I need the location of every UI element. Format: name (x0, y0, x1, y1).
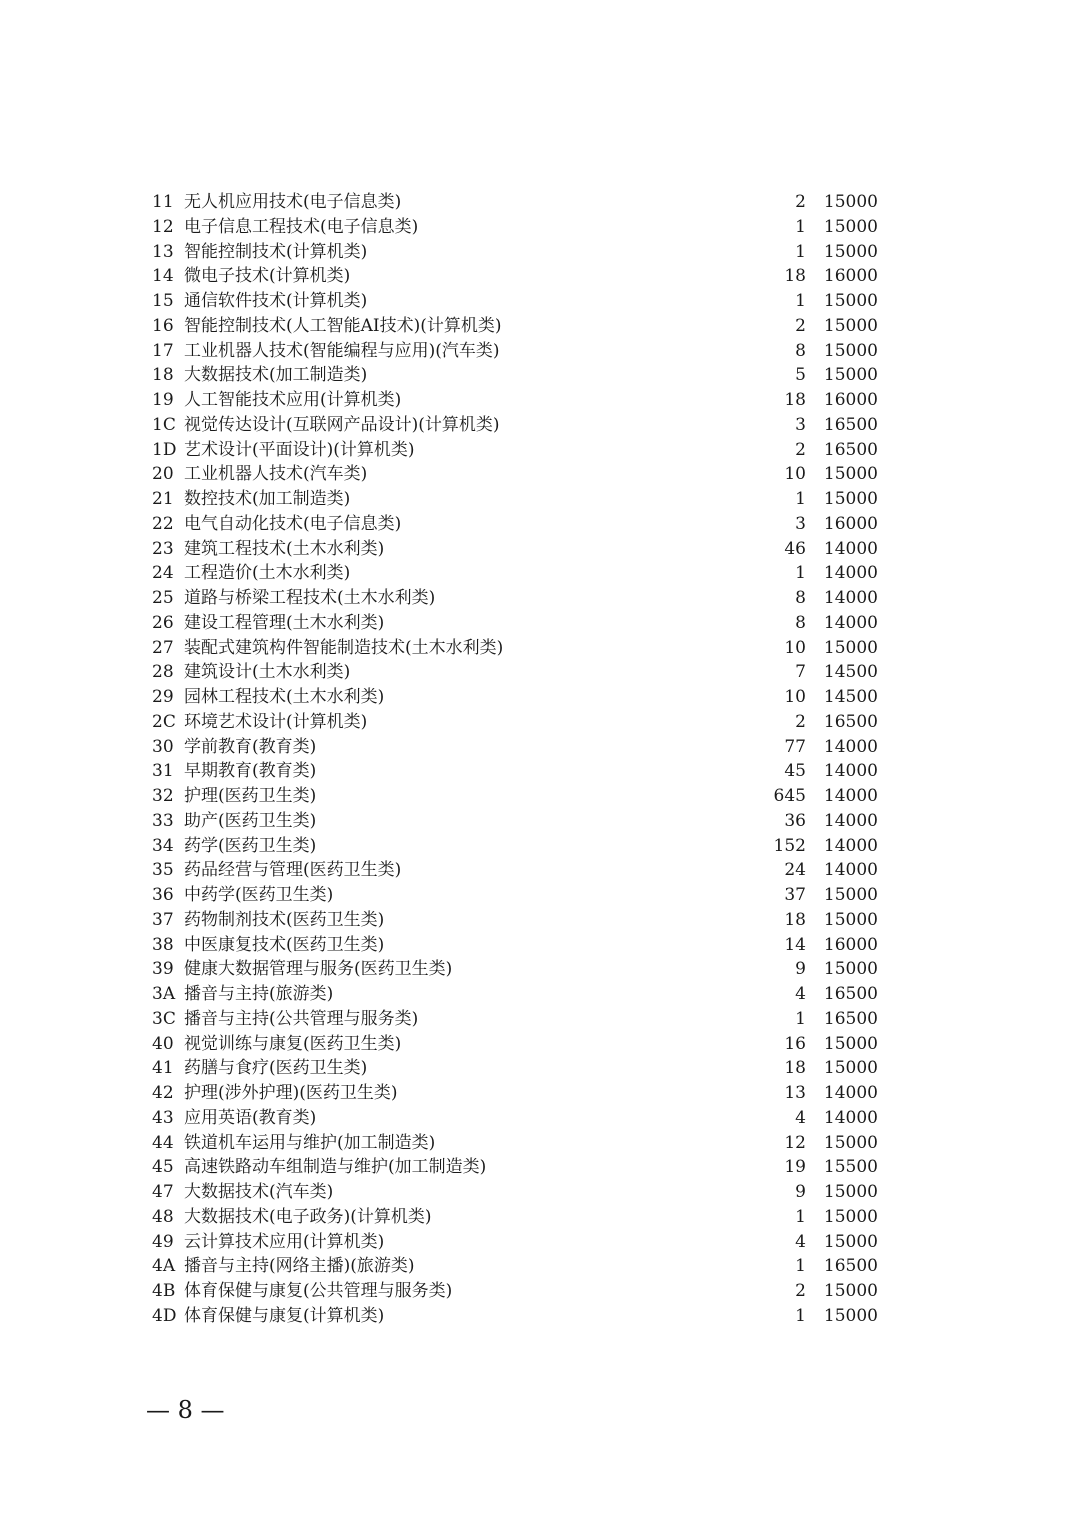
table-row (152, 759, 882, 784)
row-fee: 16500 (823, 1256, 878, 1277)
row-code: 40 (152, 1033, 174, 1054)
row-count: 152 (773, 835, 806, 856)
row-code: 4D (152, 1305, 177, 1326)
row-fee: 16000 (823, 513, 878, 534)
row-count: 19 (784, 1157, 806, 1178)
row-fee: 15000 (823, 637, 878, 658)
row-count: 2 (795, 1281, 806, 1301)
table-row (152, 1254, 882, 1279)
row-program-name: 建筑设计(土木水利类) (184, 662, 351, 683)
row-program-name: 学前教育(教育类) (184, 736, 317, 757)
table-row (152, 1279, 882, 1304)
row-fee: 15000 (823, 216, 878, 237)
table-row (152, 685, 882, 710)
row-fee: 15000 (823, 1231, 878, 1252)
row-code: 1D (152, 439, 177, 460)
row-fee: 16500 (823, 1008, 878, 1029)
table-row (152, 1007, 882, 1032)
row-program-name: 铁道机车运用与维护(加工制造类) (184, 1132, 436, 1153)
row-fee: 14500 (823, 662, 878, 683)
row-program-name: 早期教育(教育类) (184, 761, 317, 782)
row-count: 5 (795, 365, 806, 386)
table-row (152, 462, 882, 487)
row-code: 14 (152, 266, 174, 287)
row-fee: 16500 (823, 414, 878, 435)
table-row (152, 586, 882, 611)
row-fee: 15000 (823, 315, 878, 336)
row-code: 29 (152, 687, 174, 707)
row-program-name: 园林工程技术(土木水利类) (184, 687, 385, 707)
row-fee: 14000 (823, 538, 878, 559)
row-code: 31 (152, 761, 174, 782)
table-row (152, 1081, 882, 1106)
table-row (152, 834, 882, 859)
table-row (152, 363, 882, 388)
row-code: 45 (152, 1157, 174, 1178)
row-fee: 14000 (823, 563, 878, 584)
row-program-name: 体育保健与康复(计算机类) (184, 1305, 385, 1326)
row-program-name: 应用英语(教育类) (184, 1107, 317, 1128)
row-fee: 15000 (823, 291, 878, 311)
row-fee: 16000 (823, 934, 878, 955)
row-count: 9 (795, 959, 806, 980)
row-code: 2C (152, 711, 176, 732)
row-count: 1 (795, 489, 806, 509)
table-row (152, 1180, 882, 1205)
table-row (152, 487, 882, 512)
table-row (152, 289, 882, 314)
row-fee: 16500 (823, 711, 878, 732)
row-count: 3 (795, 513, 806, 534)
row-code: 25 (152, 588, 174, 608)
row-count: 8 (795, 588, 806, 608)
table-row (152, 190, 882, 215)
row-count: 7 (795, 662, 806, 683)
row-program-name: 大数据技术(加工制造类) (184, 365, 368, 386)
table-row (152, 1230, 882, 1255)
row-program-name: 护理(医药卫生类) (184, 786, 317, 806)
table-row (152, 388, 882, 413)
row-code: 39 (152, 959, 174, 980)
row-fee: 14000 (823, 736, 878, 757)
row-count: 3 (795, 414, 806, 435)
row-code: 33 (152, 810, 174, 831)
row-count: 4 (795, 1107, 806, 1128)
row-fee: 14000 (823, 761, 878, 782)
row-count: 2 (795, 315, 806, 336)
row-program-name: 工业机器人技术(智能编程与应用)(汽车类) (184, 340, 500, 361)
table-row (152, 858, 882, 883)
row-fee: 15000 (823, 241, 878, 262)
row-code: 18 (152, 365, 174, 386)
row-program-name: 播音与主持(旅游类) (184, 984, 334, 1004)
table-row (152, 512, 882, 537)
row-program-name: 药膳与食疗(医药卫生类) (184, 1058, 368, 1079)
table-row (152, 883, 882, 908)
row-program-name: 环境艺术设计(计算机类) (184, 711, 368, 732)
table-row (152, 215, 882, 240)
row-count: 18 (784, 1058, 806, 1079)
row-code: 35 (152, 860, 174, 881)
table-row (152, 1056, 882, 1081)
row-fee: 15000 (823, 1033, 878, 1054)
row-fee: 16000 (823, 390, 878, 410)
table-row (152, 908, 882, 933)
table-row (152, 1155, 882, 1180)
row-fee: 15000 (823, 1058, 878, 1079)
row-code: 36 (152, 885, 174, 905)
row-code: 44 (152, 1132, 174, 1153)
row-program-name: 建筑工程技术(土木水利类) (184, 538, 385, 559)
row-code: 24 (152, 563, 174, 584)
row-fee: 15000 (823, 1182, 878, 1202)
row-program-name: 护理(涉外护理)(医药卫生类) (184, 1083, 398, 1103)
row-program-name: 通信软件技术(计算机类) (184, 291, 368, 311)
row-program-name: 中医康复技术(医药卫生类) (184, 934, 385, 955)
row-code: 28 (152, 662, 174, 683)
row-count: 2 (795, 192, 806, 212)
row-program-name: 智能控制技术(人工智能AI技术)(计算机类) (184, 315, 502, 336)
row-fee: 15000 (823, 464, 878, 485)
table-row (152, 1106, 882, 1131)
table-row (152, 957, 882, 982)
row-fee: 15000 (823, 340, 878, 361)
row-fee: 14000 (823, 1083, 878, 1103)
row-fee: 15000 (823, 192, 878, 212)
row-fee: 14000 (823, 860, 878, 881)
row-fee: 15000 (823, 365, 878, 386)
row-count: 10 (784, 464, 806, 485)
row-program-name: 电气自动化技术(电子信息类) (184, 513, 402, 534)
row-count: 12 (784, 1132, 806, 1153)
row-count: 36 (784, 810, 806, 831)
row-fee: 15000 (823, 1281, 878, 1301)
row-fee: 15500 (823, 1157, 878, 1178)
row-program-name: 电子信息工程技术(电子信息类) (184, 216, 419, 237)
row-count: 18 (784, 266, 806, 287)
row-count: 1 (795, 1206, 806, 1227)
row-code: 20 (152, 464, 174, 485)
row-program-name: 视觉训练与康复(医药卫生类) (184, 1033, 402, 1054)
row-code: 19 (152, 390, 174, 410)
table-row (152, 710, 882, 735)
row-code: 37 (152, 909, 174, 930)
table-row (152, 982, 882, 1007)
row-fee: 14000 (823, 835, 878, 856)
row-program-name: 药物制剂技术(医药卫生类) (184, 909, 385, 930)
row-program-name: 大数据技术(汽车类) (184, 1182, 334, 1202)
row-code: 38 (152, 934, 174, 955)
program-table (152, 190, 882, 1329)
row-count: 16 (784, 1033, 806, 1054)
row-program-name: 视觉传达设计(互联网产品设计)(计算机类) (184, 414, 500, 435)
row-count: 4 (795, 984, 806, 1004)
row-code: 43 (152, 1107, 174, 1128)
table-row (152, 784, 882, 809)
row-count: 37 (784, 885, 806, 905)
row-program-name: 工业机器人技术(汽车类) (184, 464, 368, 485)
row-program-name: 艺术设计(平面设计)(计算机类) (184, 439, 415, 460)
row-code: 41 (152, 1058, 174, 1079)
row-code: 17 (152, 340, 174, 361)
table-row (152, 1205, 882, 1230)
row-code: 13 (152, 241, 174, 262)
row-program-name: 药学(医药卫生类) (184, 835, 317, 856)
table-row (152, 611, 882, 636)
row-fee: 14000 (823, 810, 878, 831)
row-code: 42 (152, 1083, 174, 1103)
row-count: 8 (795, 612, 806, 633)
row-code: 26 (152, 612, 174, 633)
row-count: 14 (784, 934, 806, 955)
row-fee: 15000 (823, 885, 878, 905)
row-program-name: 工程造价(土木水利类) (184, 563, 351, 584)
row-code: 3A (152, 984, 176, 1004)
row-count: 1 (795, 1008, 806, 1029)
table-row (152, 339, 882, 364)
page-number: — 8 — (146, 1396, 225, 1424)
table-row (152, 1032, 882, 1057)
table-row (152, 735, 882, 760)
row-count: 1 (795, 1305, 806, 1326)
row-count: 45 (784, 761, 806, 782)
row-fee: 14500 (823, 687, 878, 707)
row-fee: 15000 (823, 959, 878, 980)
row-code: 47 (152, 1182, 174, 1202)
row-fee: 14000 (823, 612, 878, 633)
row-code: 16 (152, 315, 174, 336)
row-program-name: 微电子技术(计算机类) (184, 266, 351, 287)
row-count: 13 (784, 1083, 806, 1103)
row-fee: 16500 (823, 984, 878, 1004)
row-count: 1 (795, 241, 806, 262)
row-count: 77 (784, 736, 806, 757)
row-program-name: 播音与主持(网络主播)(旅游类) (184, 1256, 415, 1277)
row-count: 46 (784, 538, 806, 559)
table-row (152, 809, 882, 834)
table-row (152, 240, 882, 265)
table-row (152, 561, 882, 586)
row-program-name: 中药学(医药卫生类) (184, 885, 334, 905)
row-fee: 16000 (823, 266, 878, 287)
row-code: 4A (152, 1256, 176, 1277)
table-row (152, 314, 882, 339)
row-program-name: 人工智能技术应用(计算机类) (184, 390, 402, 410)
row-count: 1 (795, 563, 806, 584)
row-fee: 15000 (823, 1305, 878, 1326)
row-program-name: 高速铁路动车组制造与维护(加工制造类) (184, 1157, 487, 1178)
row-count: 8 (795, 340, 806, 361)
row-program-name: 数控技术(加工制造类) (184, 489, 351, 509)
row-code: 4B (152, 1281, 176, 1301)
row-program-name: 无人机应用技术(电子信息类) (184, 192, 402, 212)
table-row (152, 933, 882, 958)
row-count: 4 (795, 1231, 806, 1252)
row-fee: 15000 (823, 1206, 878, 1227)
row-code: 23 (152, 538, 174, 559)
row-code: 12 (152, 216, 174, 237)
row-count: 10 (784, 687, 806, 707)
row-fee: 14000 (823, 786, 878, 806)
table-row (152, 537, 882, 562)
row-fee: 15000 (823, 1132, 878, 1153)
row-program-name: 建设工程管理(土木水利类) (184, 612, 385, 633)
row-program-name: 道路与桥梁工程技术(土木水利类) (184, 588, 436, 608)
row-program-name: 大数据技术(电子政务)(计算机类) (184, 1206, 432, 1227)
row-code: 3C (152, 1008, 176, 1029)
row-program-name: 装配式建筑构件智能制造技术(土木水利类) (184, 637, 504, 658)
row-count: 2 (795, 439, 806, 460)
row-code: 27 (152, 637, 174, 658)
row-code: 22 (152, 513, 174, 534)
table-row (152, 1131, 882, 1156)
row-program-name: 药品经营与管理(医药卫生类) (184, 860, 402, 881)
row-program-name: 健康大数据管理与服务(医药卫生类) (184, 959, 453, 980)
table-row (152, 660, 882, 685)
row-program-name: 体育保健与康复(公共管理与服务类) (184, 1281, 453, 1301)
row-code: 34 (152, 835, 174, 856)
table-row (152, 264, 882, 289)
row-fee: 15000 (823, 489, 878, 509)
row-code: 1C (152, 414, 176, 435)
row-count: 18 (784, 909, 806, 930)
row-code: 32 (152, 786, 174, 806)
row-code: 15 (152, 291, 174, 311)
row-code: 21 (152, 489, 174, 509)
row-count: 2 (795, 711, 806, 732)
row-program-name: 云计算技术应用(计算机类) (184, 1231, 385, 1252)
row-code: 48 (152, 1206, 174, 1227)
row-count: 9 (795, 1182, 806, 1202)
row-count: 1 (795, 1256, 806, 1277)
row-code: 30 (152, 736, 174, 757)
row-count: 645 (773, 786, 806, 806)
row-code: 49 (152, 1231, 174, 1252)
row-program-name: 智能控制技术(计算机类) (184, 241, 368, 262)
row-fee: 15000 (823, 909, 878, 930)
table-row (152, 1304, 882, 1329)
row-count: 24 (784, 860, 806, 881)
table-row (152, 413, 882, 438)
row-count: 1 (795, 216, 806, 237)
row-fee: 14000 (823, 588, 878, 608)
row-count: 10 (784, 637, 806, 658)
row-fee: 16500 (823, 439, 878, 460)
row-count: 1 (795, 291, 806, 311)
row-code: 11 (152, 192, 174, 212)
row-program-name: 播音与主持(公共管理与服务类) (184, 1008, 419, 1029)
row-program-name: 助产(医药卫生类) (184, 810, 317, 831)
table-row (152, 438, 882, 463)
row-fee: 14000 (823, 1107, 878, 1128)
table-row (152, 636, 882, 661)
row-count: 18 (784, 390, 806, 410)
